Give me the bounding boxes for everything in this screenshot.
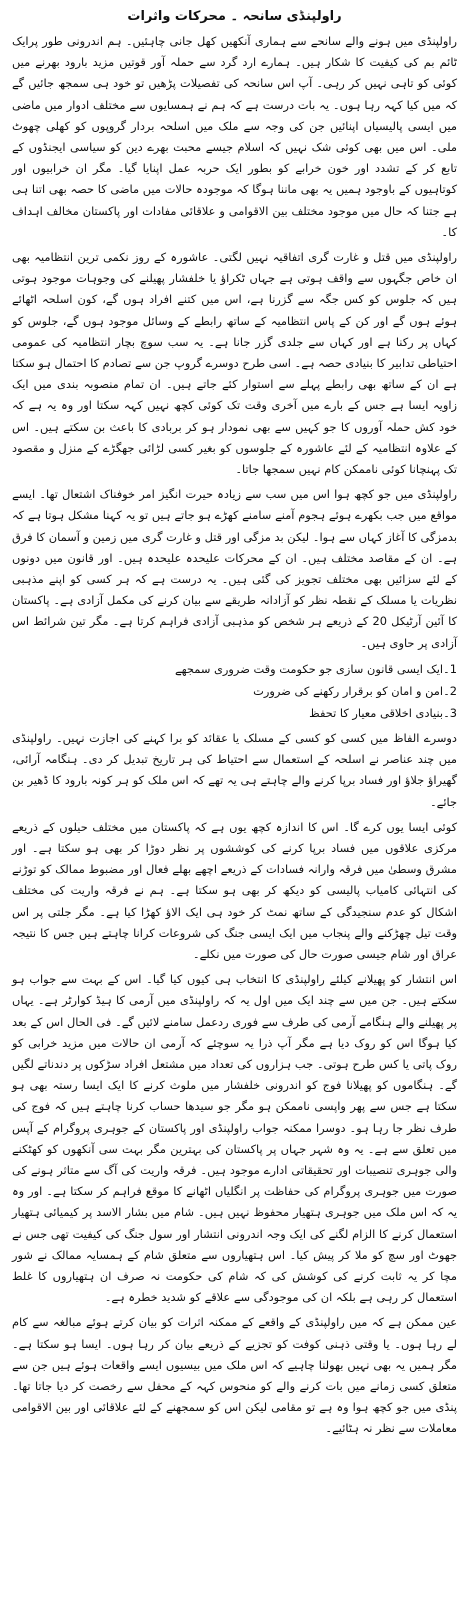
condition-item-2: 2۔امن و امان کو برقرار رکھنے کی ضرورت: [253, 683, 457, 698]
article-paragraph-5: کوئی ایسا یوں کرے گا۔ اس کا اندازہ کچھ یوں ہے کہ پاکستان میں مختلف حیلوں کے ذریعے مرکزی علاقوں میں فساد برپا کرنے کی کوششوں پر نظر دوڑا کر بھی ہو سکتا ہے۔ اور مشرق وسطیٰ میں فرقہ وارانہ فسادات کے ذریعے اچھے بھلے فعال اور مضبوط ممالک کو توڑنے کی انتہائی کامیاب پالیسی کو دیکھ کر بھی ہو سکتا ہے۔ ہم نے فرقہ واریت کی مختلف اشکال کو عدم سنجیدگی کے ساتھ نمٹ کر خود ہی ایک الاؤ کھڑا کیا ہے۔ مگر جلتی پر اس وقت تیل چھڑکنے والے پنجاب میں ایک ایسی جنگ کی شروعات کرانا چاہتے ہیں جس کا نتیجہ عراق اور شام جیسی صورت حال کی صورت میں نکلے۔: [12, 819, 457, 961]
article-paragraph-3: راولپنڈی میں جو کچھ ہوا اس میں سب سے زیادہ حیرت انگیز امر خوفناک اشتعال تھا۔ ایسے مواقع میں جب بکھرے ہوئے ہجوم آمنے سامنے کھڑے ہو جاتے ہیں تو یہ کہنا مشکل ہوتا ہے کہ بدمزگی کا آغاز کہاں سے ہوا۔ لیکن بد مزگی اور قتل و غارت گری میں زمین و آسمان کا فرق ہے۔ ان کے مقاصد مختلف ہیں۔ ان کے محرکات علیحدہ علیحدہ ہیں۔ اور قانون میں دونوں کے لئے سزائیں بھی مختلف تجویز کی گئی ہیں۔ یہ درست ہے کہ ہر کسی کو اپنے مذہبی نظریات یا مسلک کے نقطہ نظر کو آزادانہ طریقے سے بیان کرنے کی مکمل آزادی ہے۔ پاکستان کا آئین آرٹیکل 20 کے ذریعے ہر شخص کو مذہبی آزادی فراہم کرتا ہے۔ مگر تین شرائط اس آزادی پر حاوی ہیں۔: [12, 487, 458, 650]
article-paragraph-2: راولپنڈی میں قتل و غارت گری اتفاقیہ نہیں لگتی۔ عاشورہ کے روز نکمی ترین انتظامیہ بھی ان خاص جگہوں سے واقف ہوتی ہے جہاں ٹکراؤ یا خلفشار پھیلنے کی وجوہات موجود ہوتی ہیں کہ جلوس کو کس جگہ سے گزرنا ہے، اس میں کتنے افراد ہوں گے، کون اسلحہ اٹھائے ہوئے ہوں گے اور کن کے پاس انتظامیہ کے ساتھ رابطے کے وسائل موجود ہوں گے، جلوس کو کہاں پر رکنا ہے اور کہاں سے جلدی گزر جانا ہے۔ یہ سب سوچ بچار انتظامیہ کی عمومی احتیاطی تدابیر کا بنیادی حصہ ہے۔ اسی طرح دوسرے گروپ جن سے تصادم کا احتمال ہو سکتا ہے ان کے ساتھ بھی رابطے پہلے سے استوار کئے جاتے ہیں۔ ان تمام منصوبہ بندی میں ایک زاویہ ایسا ہے جس کے بارے میں آخری وقت تک کوئی کچھ نہیں کہہ سکتا اور وہ یہ ہے کہ خود کش حملہ آوروں کا جو کہیں سے بھی نمودار ہو کر بربادی کا باعث بن سکتے ہیں۔ اس کے علاوہ انتظامیہ کے لئے عاشورہ کے جلوسوں کو بغیر کسی لڑائی جھگڑے کے منزل و مقصود تک پہنچانا کوئی ناممکن کام نہیں سمجھا جاتا۔: [12, 250, 457, 477]
article-paragraph-1: راولپنڈی میں ہونے والے سانحے سے ہماری آنکھیں کھل جانی چاہئیں۔ ہم اندرونی طور پرایک ٹائم بم کی کیفیت کا شکار ہیں۔ ہمارے ارد گرد سے حملہ آور قوتیں مزید بارود بھرنے میں کوئی کو تاہی نہیں کر رہی۔ آپ اس سانحہ کی تفصیلات پڑھیں تو خود ہی سمجھ جائیں گے کہ میں کیا کہہ رہا ہوں۔ یہ بات درست ہے کہ ہم نے ہمسایوں سے مختلف ادوار میں ماضی میں ایسی پالیسیاں اپنائیں جن کی وجہ سے ملک میں اسلحہ بردار گروپوں کو کھلی چھوٹ ملی۔ اس میں بھی کوئی شک نہیں کہ اسلام جیسے محبت بھرے دین کو سیاسی ایجنڈوں کے تابع کر کے تشدد اور خون خرابے کو بطور ایک حربہ عمل اپنایا گیا۔ مگر ان خرابیوں اور کوتاہیوں کے باوجود ہمیں یہ بھی ماننا ہوگا کہ موجودہ حالات میں ماضی کا حصہ بھی اتنا ہی ہے جتنا کہ حال میں موجود مختلف بین الاقوامی و علاقائی مفادات اور پاکستان مخالف اہداف کا۔: [12, 34, 457, 239]
conditions-list: [12, 658, 457, 724]
article-paragraph-6: اس انتشار کو پھیلانے کیلئے راولپنڈی کا انتخاب ہی کیوں کیا گیا۔ اس کے بہت سے جواب ہو سکتے ہیں۔ جن میں سے چند ایک میں اول یہ کہ راولپنڈی میں آرمی کا ہیڈ کوارٹر ہے۔ یہاں پر پھیلنے والے ہنگامے آرمی کی طرف سے فوری ردعمل سامنے لائیں گے۔ فی الحال اس کے بعد کیا ہوگا اس کو روک دیا ہے مگر آپ ذرا یہ سوچئے کہ آرمی ان حالات میں مزید خرابی کو روک پاتی یا کس طرح ہوتی۔ جب ہزاروں کی تعداد میں مشتعل افراد سڑکوں پر دندناتے لگیں گے۔ ہنگاموں کو پھیلانا فوج کو اندرونی خلفشار میں ملوث کرنے کا ایک ایسا رستہ بھی ہو سکتا ہے جس سے پھر واپسی ناممکن ہو مگر جو سیدھا حساب کرنا چاہتے ہیں کہ فوج کی طرف نظر جا رہا ہو۔ دوسرا ممکنہ جواب راولپنڈی اور پاکستان کے جوہری پروگرام کے آپس میں تعلق سے ہے۔ یہ وہ شہر جہاں پر پاکستان کی بہترین مگر بہت سی آنکھوں کو کھٹکنے والی جوہری تنصیبات اور تحقیقاتی ادارے موجود ہیں۔ فرقہ واریت کی آگ سے متاثر ہونے کی صورت میں جوہری پروگرام کی حفاظت پر انگلیاں اٹھانے کا موقع فراہم کر سکتا ہے۔ اور وہ یہ کہ اس ملک میں جوہری ہتھیار محفوظ نہیں ہیں۔ شام میں بشار الاسد پر کیمیائی ہتھیار استعمال کرنے کا الزام لگنے کی ایک وجہ اندرونی انتشار اور سول جنگ کی کیفیت تھی جس نے جھوٹ اور سچ کو ملا کر پیش کیا۔ اس ہتھیاروں سے متعلق شام کے ہمسایہ ممالک نے شور مچا کر یہ ثابت کرنے کی کوشش کی کہ شام کی حکومت نہ صرف ان ہتھیاروں کا غلط استعمال کر رہی ہے بلکہ ان کی موجودگی سے علاقے کو شدید خطرہ ہے۔: [12, 972, 457, 1305]
condition-item-3: 3۔بنیادی اخلاقی معیار کا تحفظ: [309, 705, 457, 720]
article-title: راولپنڈی سانحہ ۔ محرکات واثرات: [127, 9, 342, 24]
article-paragraph-4: دوسرے الفاظ میں کسی کو کسی کے مسلک یا عقائد کو برا کہنے کی اجازت نہیں۔ راولپنڈی میں چند عناصر نے اسلحہ کے استعمال سے احتیاط کی ہر تاریخ تبدیل کر دی۔ ہنگامہ آرائی، گھیراؤ جلاؤ اور فساد برپا کرنے والے چاہتے ہی یہ تھے کہ اس ملک کو ہر کونہ بارود کا ڈھیر بن جائے۔: [12, 730, 457, 809]
condition-item-1: 1۔ایک ایسی قانون سازی جو حکومت وقت ضروری سمجھے: [174, 661, 457, 676]
article-paragraph-7: عین ممکن ہے کہ میں راولپنڈی کے واقعے کے ممکنہ اثرات کو بیان کرتے ہوئے مبالغہ سے کام لے رہا ہوں۔ یا وقتی ذہنی کوفت کو تجزیے کے ذریعے بیان کر رہا ہوں۔ ایسا ہو سکتا ہے۔ مگر ہمیں یہ بھی نہیں بھولنا چاہیے کہ اس ملک میں بیسیوں ایسے واقعات ہوئے ہیں جن سے متعلق کسی زمانے میں بات کرنے والے کو منحوس کہہ کے محفل سے رخصت کر دیا جاتا تھا۔ پنڈی میں جو کچھ ہوا وہ ہے تو مقامی لیکن اس کو سمجھنے کے لئے علاقائی اور بین الاقوامی معاملات سے نظر نہ ہٹائیے۔: [12, 1315, 457, 1436]
